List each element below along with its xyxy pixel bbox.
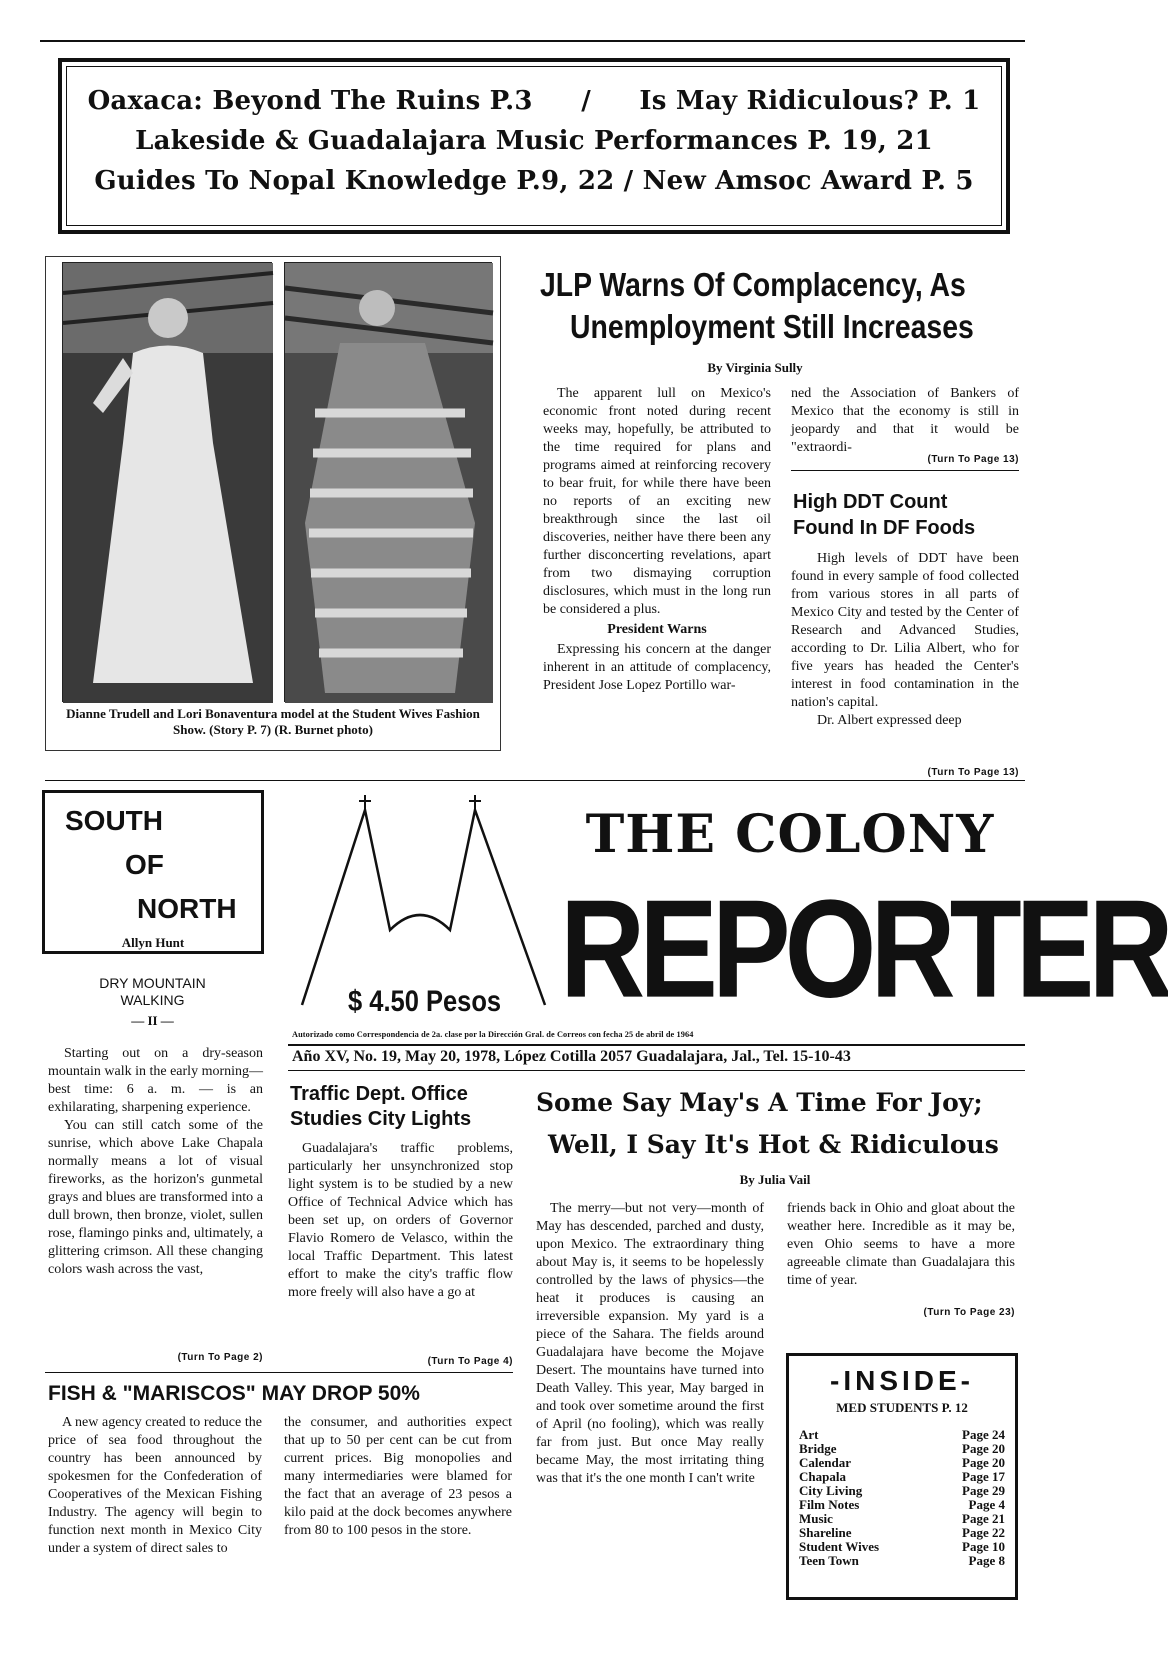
price: $ 4.50 Pesos [348,985,502,1018]
masthead-rule-1 [288,1044,1025,1046]
banner-line-2[interactable]: Lakeside & Guadalajara Music Performances P. 19, 21 [135,126,933,156]
banner-separator: / [581,86,591,116]
photo-caption: Dianne Trudell and Lori Bonaventura model at the Student Wives Fashion Show. (Story P. 7) (R. Burnet photo) [66,706,480,737]
inside-index-item[interactable] [799,1498,1005,1512]
banner-oaxaca[interactable]: Oaxaca: Beyond The Ruins P.3 [87,86,533,116]
inside-item-page: Page 17 [962,1469,1005,1484]
south-of-north-box [42,790,264,954]
jlp-byline: By Virginia Sully [707,360,803,375]
ddt-headline-1[interactable]: High DDT Count [793,491,948,513]
jlp-col1-text: The apparent lull on Mexico's economic front noted during recent weeks may, hopefully, be attributed to the time required for plans and programs aimed at reinforcing recovery to bear fruit, for while there have been no reports of an exciting new breakthrough since the last oil discoveries, neither have there been any further disconcerting revelations, apart from two dismaying corruption disclosures, which must in the long run be considered a plus. [543,386,771,617]
inside-index-item[interactable] [799,1554,1005,1568]
south-title-2: OF [125,849,164,880]
fish-column-2: the consumer, and authorities expect that up to 50 per cent can be cut from current prices. Big monopolies and many intermediaries were blamed for the fact that an average of 23 pesos a kilo paid at the dock becomes anywhere from 80 to 100 pesos in the store. [284,1415,512,1538]
masthead-title-2: REPORTER [560,871,1168,1028]
south-body [48,1045,263,1279]
ddt-body2-text: Dr. Albert expressed deep [817,713,962,728]
inside-item-name: Art [799,1427,819,1442]
fashion-photo-right [284,262,492,702]
south-subtitle-1: DRY MOUNTAIN [99,975,206,991]
jlp-rule [791,470,1019,471]
banner-line-1 [62,86,1006,116]
jlp-turn-page[interactable]: (Turn To Page 13) [927,454,1019,465]
south-subtitle-2: WALKING [120,992,185,1008]
inside-index-item[interactable] [799,1526,1005,1540]
inside-index [799,1428,1005,1568]
inside-item-name: City Living [799,1483,863,1498]
south-body-text: Starting out on a dry-season mountain walk in the early morning—best time: 6 a. m. — is an exhilarating, sharpening experience. [48,1046,264,1115]
inside-item-page: Page 24 [962,1427,1005,1442]
jlp-col1b-text: Expressing his concern at the danger inherent in an attitude of complacency, President Jose Lopez Portillo war- [543,642,771,693]
fashion-photo-left [62,262,272,702]
jlp-subhead: President Warns [607,622,707,637]
inside-item-name: Bridge [799,1441,837,1456]
mid-rule [45,780,1025,781]
inside-item-page: Page 20 [962,1455,1005,1470]
inside-item-page: Page 29 [962,1483,1005,1498]
model-poncho-figure [285,263,493,703]
inside-item-name: Music [799,1511,833,1526]
inside-index-item[interactable] [799,1442,1005,1456]
may-column-1: The merry—but not very—month of May has descended, parched and dusty, upon Mexico. The extraordinary thing about May is, it seems to be hopelessly controlled by the laws of physics—the heat it produces is causing an irreversible expansion. My yard is a piece of the Sahara. The fields around Guadalajara have become the Mojave Desert. The mountains have turned into Death Valley. This year, May barged in and took over sometime around the first of April (no fooling), which was really far from just. But once May really became May, the most irritating thing was that it's the one month I can't write [536,1201,764,1486]
inside-item-name: Student Wives [799,1539,880,1554]
banner-line-3[interactable]: Guides To Nopal Knowledge P.9, 22 / New Amsoc Award P. 5 [94,166,974,196]
masthead-rule-2 [288,1070,1025,1071]
may-headline-2[interactable]: Well, I Say It's Hot & Ridiculous [548,1130,999,1159]
banner-may[interactable]: Is May Ridiculous? P. 1 [639,86,981,116]
ddt-body-text: High levels of DDT have been found in every sample of food collected from various stores in all parts of Mexico City and tested by the Center of Research and Advanced Studies, according to Dr. Lilia Albert, who for five years has headed the Center's interest in food contamination in the nation's capital. [791,551,1019,710]
top-rule [40,40,1025,42]
inside-item-page: Page 4 [968,1497,1005,1512]
inside-title: -INSIDE- [830,1365,974,1396]
south-title-1: SOUTH [65,805,163,836]
jlp-column-1 [543,385,771,695]
jlp-headline-1[interactable]: JLP Warns Of Complacency, As [540,266,966,303]
ddt-body [791,550,1019,730]
inside-item-name: Shareline [799,1525,852,1540]
inside-feature[interactable]: MED STUDENTS P. 12 [836,1400,968,1415]
traffic-turn-page[interactable]: (Turn To Page 4) [427,1356,513,1367]
inside-index-item[interactable] [799,1428,1005,1442]
inside-index-item[interactable] [799,1540,1005,1554]
traffic-headline-2[interactable]: Studies City Lights [290,1108,472,1130]
may-headline-1[interactable]: Some Say May's A Time For Joy; [536,1088,983,1117]
masthead-registration: Autorizado como Correspondencia de 2a. clase por la Dirección Gral. de Correos con fecha 25 de abril de 1964 [292,1030,694,1039]
south-author: Allyn Hunt [45,935,261,951]
jlp-column-2: ned the Association of Bankers of Mexico that the economy is still in jeopardy and that it would be "extraordi- [791,386,1019,455]
south-part: — II — [131,1013,174,1028]
inside-index-item[interactable] [799,1484,1005,1498]
inside-item-name: Chapala [799,1469,846,1484]
south-title-3: NORTH [137,893,237,924]
may-column-2: friends back in Ohio and gloat about the weather here. Incredible as it may be, even Ohio seems to have a more agreeable climate than Guadalajara this time of year. [787,1201,1015,1288]
inside-item-name: Calendar [799,1455,851,1470]
south-turn-page[interactable]: (Turn To Page 2) [177,1352,263,1363]
inside-item-page: Page 10 [962,1539,1005,1554]
inside-item-name: Film Notes [799,1497,860,1512]
inside-item-page: Page 21 [962,1511,1005,1526]
banner-box [58,58,1010,234]
inside-box [786,1353,1018,1600]
south-body2-text: You can still catch some of the sunrise, which above Lake Chapala normally means a lot of visual fireworks, as the horizon's gunmetal grays and blues are transformed into a dull brown, then bronze, violet, sullen rose, flamingo pinks and, ultimately, a glittering crimson. All these changing colors wash across the vast, [48,1118,263,1277]
traffic-body: Guadalajara's traffic problems, particularly her unsynchronized stop light system is to be studied by a new Office of Technical Advice which has been set up, on orders of Governor Flavio Romero de Velasco, within the local Traffic Department. This latest effort to make the city's traffic flow more freely will also have a go at [288,1141,513,1300]
jlp-headline-2[interactable]: Unemployment Still Increases [570,308,974,345]
model-dress-figure [63,263,273,703]
masthead-title-1: THE COLONY [585,804,995,865]
inside-item-page: Page 20 [962,1441,1005,1456]
inside-index-item[interactable] [799,1470,1005,1484]
traffic-headline-1[interactable]: Traffic Dept. Office [290,1083,468,1105]
fish-rule [45,1372,513,1373]
may-byline: By Julia Vail [739,1172,811,1187]
inside-index-item[interactable] [799,1456,1005,1470]
fish-column-1: A new agency created to reduce the price of sea food throughout the country has been announced by spokesmen for the Confederation of Cooperatives of the Mexican Fishing Industry. The agency will begin to function next month in Mexico City under a system of direct sales to [48,1415,262,1556]
inside-item-page: Page 22 [962,1525,1005,1540]
inside-item-name: Teen Town [799,1553,859,1568]
fish-headline[interactable]: FISH & "MARISCOS" MAY DROP 50% [48,1382,420,1405]
inside-item-page: Page 8 [968,1553,1005,1568]
may-turn-page[interactable]: (Turn To Page 23) [923,1307,1015,1318]
inside-index-item[interactable] [799,1512,1005,1526]
ddt-headline-2[interactable]: Found In DF Foods [793,517,976,539]
ddt-turn-page[interactable]: (Turn To Page 13) [927,767,1019,778]
issue-line: Año XV, No. 19, May 20, 1978, López Cotilla 2057 Guadalajara, Jal., Tel. 15-10-43 [292,1048,851,1065]
